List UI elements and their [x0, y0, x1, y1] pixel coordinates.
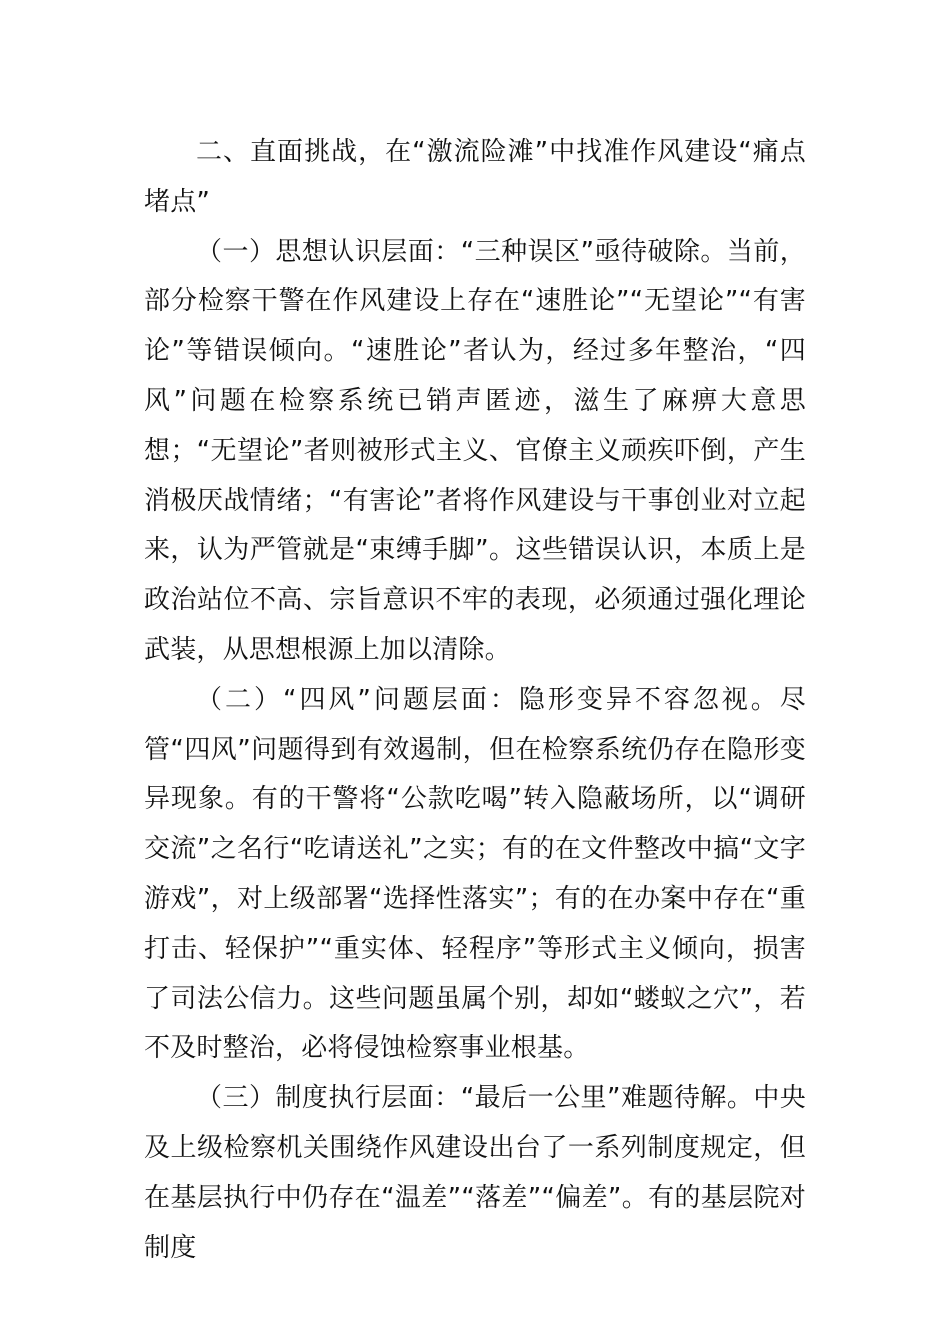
paragraph-thinking: （一）思想认识层面：“三种误区”亟待破除。当前，部分检察干警在作风建设上存在“速胜论”“无望论”“有害论”等错误倾向。“速胜论”者认为，经过多年整治，“四风”问题在检察系统已销声匿迹，滋生了麻痹大意思想；“无望论”者则被形式主义、官僚主义顽疾吓倒，产生消极厌战情绪；“有害论”者将作风建设与干事创业对立起来，认为严管就是“束缚手脚”。这些错误认识，本质上是政治站位不高、宗旨意识不牢的表现，必须通过强化理论武装，从思想根源上加以清除。 [144, 236, 806, 665]
section-heading: 二、直面挑战，在“激流险滩”中找准作风建设“痛点堵点” [144, 137, 806, 217]
document-body [144, 128, 806, 1273]
paragraph-four-winds: （二）“四风”问题层面：隐形变异不容忽视。尽管“四风”问题得到有效遏制，但在检察系统仍存在隐形变异现象。有的干警将“公款吃喝”转入隐蔽场所，以“调研交流”之名行“吃请送礼”之实；有的在文件整改中搞“文字游戏”，对上级部署“选择性落实”；有的在办案中存在“重打击、轻保护”“重实体、轻程序”等形式主义倾向，损害了司法公信力。这些问题虽属个别，却如“蝼蚁之穴”，若不及时整治，必将侵蚀检察事业根基。 [144, 684, 806, 1064]
paragraph-institution: （三）制度执行层面：“最后一公里”难题待解。中央及上级检察机关围绕作风建设出台了一系列制度规定，但在基层执行中仍存在“温差”“落差”“偏差”。有的基层院对制度 [144, 1083, 806, 1263]
